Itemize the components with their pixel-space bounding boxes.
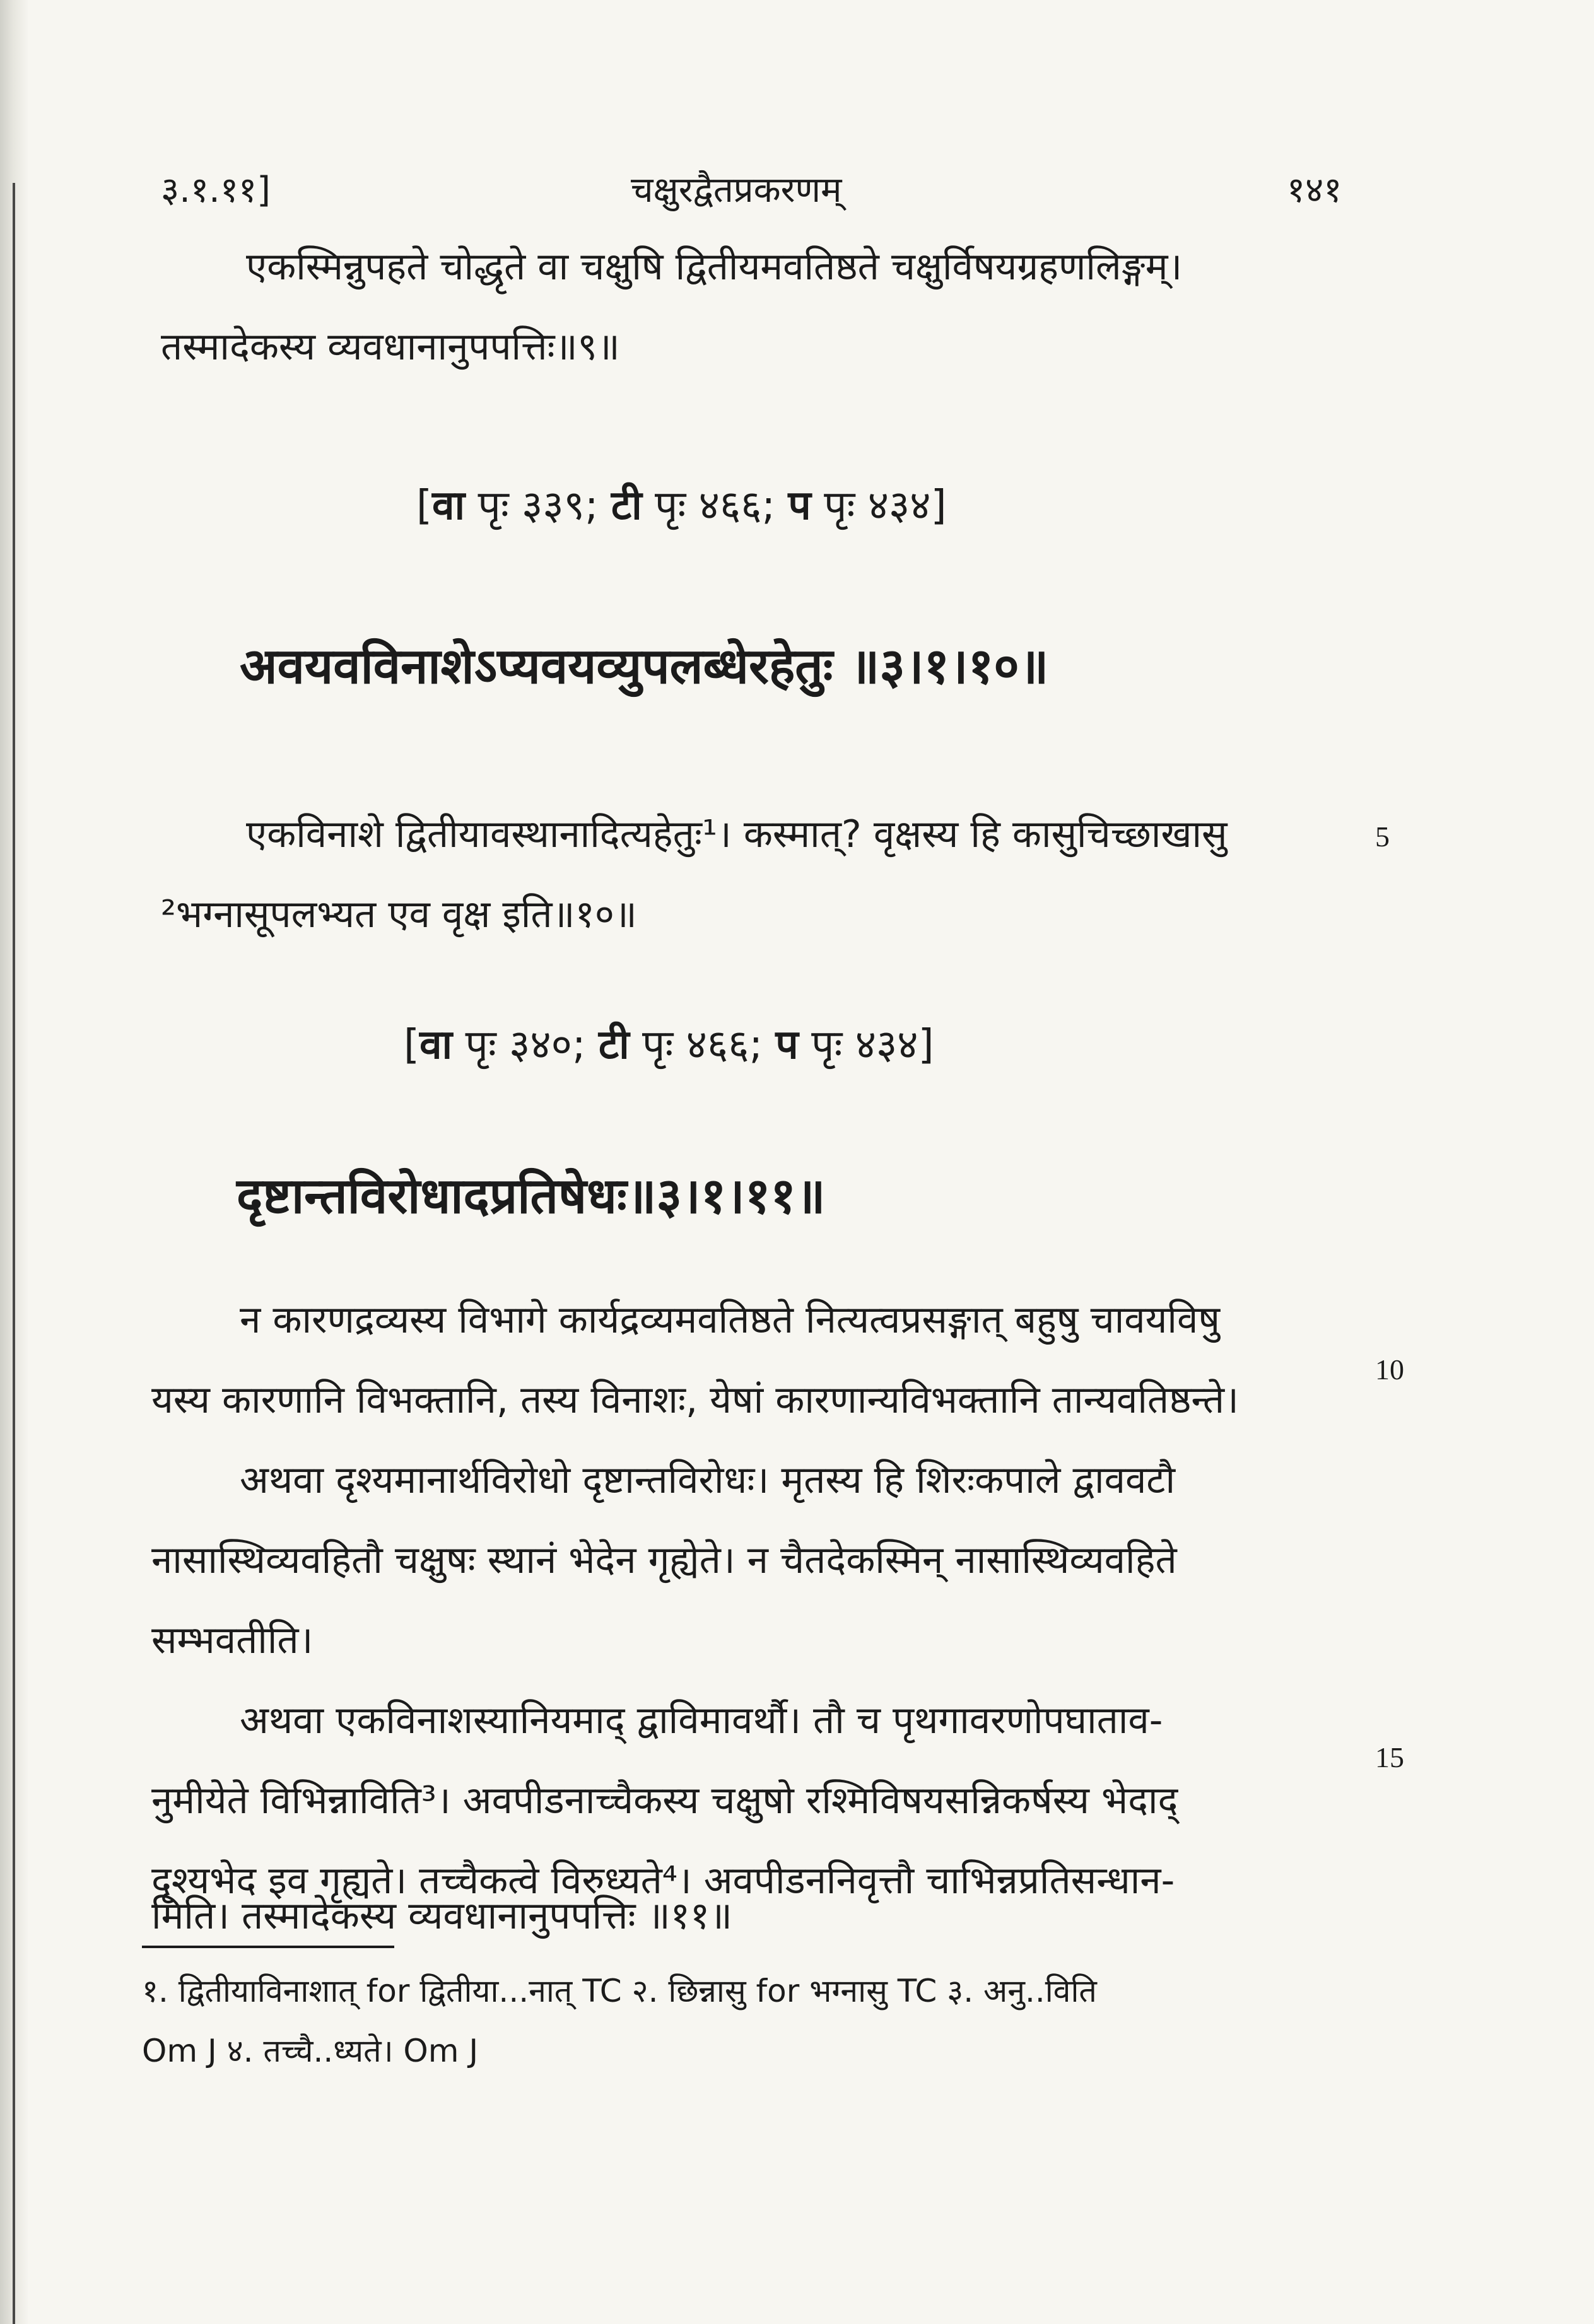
- commentary-line: ²भग्नासूपलभ्यत एव वृक्ष इति॥१०॥: [161, 892, 637, 937]
- commentary-line: दृश्यभेद इव गृह्यते। तच्चैकत्वे विरुध्यते⁴। अवपीडननिवृत्तौ चाभिन्नप्रतिसन्धान-: [151, 1859, 1175, 1903]
- cross-reference: [वा पृः ३४०; टी पृः ४६६; प पृः ४३४]: [404, 1022, 934, 1068]
- commentary-line: अथवा दृश्यमानार्थविरोधो दृष्टान्तविरोधः। मृतस्य हि शिरःकपाले द्वाववटौ: [240, 1458, 1176, 1502]
- commentary-line: तस्मादेकस्य व्यवधानानुपपत्तिः॥९॥: [161, 325, 620, 369]
- commentary-line: एकविनाशे द्वितीयावस्थानादित्यहेतुः¹। कस्मात्? वृक्षस्य हि कासुचिच्छाखासु: [246, 812, 1228, 856]
- running-head-section: ३.१.११]: [161, 170, 271, 211]
- running-head-title: चक्षुरद्वैतप्रकरणम्: [631, 170, 842, 211]
- commentary-line: नासास्थिव्यवहितौ चक्षुषः स्थानं भेदेन गृह्येते। न चैतदेकस्मिन् नासास्थिव्यवहिते: [151, 1538, 1177, 1582]
- commentary-line: अथवा एकविनाशस्यानियमाद् द्वाविमावर्थौ। तौ च पृथगावरणोपघाताव-: [240, 1698, 1163, 1743]
- commentary-line: यस्य कारणानि विभक्तानि, तस्य विनाशः, येषां कारणान्यविभक्तानि तान्यवतिष्ठन्ते।: [151, 1378, 1239, 1422]
- line-number: 10: [1375, 1353, 1404, 1386]
- sutra-heading: अवयवविनाशेऽप्यवयव्युपलब्धेरहेतुः ॥३।१।१०॥: [240, 638, 1049, 695]
- commentary-line: एकस्मिन्नुपहते चोद्धृते वा चक्षुषि द्वितीयमवतिष्ठते चक्षुर्विषयग्रहणलिङ्गम्।: [246, 245, 1183, 289]
- line-number: 15: [1375, 1741, 1404, 1773]
- page-number: १४१: [1287, 170, 1342, 211]
- cross-reference: [वा पृः ३३९; टी पृः ४६६; प पृः ४३४]: [416, 482, 947, 529]
- footnotes: [142, 1961, 1372, 2081]
- binding-edge: [13, 183, 15, 2324]
- commentary-line: न कारणद्रव्यस्य विभागे कार्यद्रव्यमवतिष्ठते नित्यत्वप्रसङ्गात् बहुषु चावयविषु: [240, 1298, 1221, 1342]
- footnote-line: Om J ४. तच्चै..ध्यते। Om J: [142, 2033, 479, 2069]
- line-number: 5: [1375, 820, 1390, 853]
- commentary-line: सम्भवतीति।: [151, 1618, 314, 1662]
- footnote-rule: [142, 1946, 394, 1948]
- footnote-line: १. द्वितीयाविनाशात् for द्वितीया...नात् TC २. छिन्नासु for भग्नासु TC ३. अनु..विति: [142, 1973, 1097, 2009]
- sutra-heading: दृष्टान्तविरोधादप्रतिषेधः॥३।१।११॥: [237, 1168, 826, 1225]
- commentary-line: मिति। तस्मादेकस्य व्यवधानानुपपत्तिः ॥११॥: [151, 1894, 732, 1938]
- commentary-line: नुमीयेते विभिन्नाविति³। अवपीडनाच्चैकस्य चक्षुषो रश्मिविषयसन्निकर्षस्य भेदाद्: [151, 1778, 1178, 1823]
